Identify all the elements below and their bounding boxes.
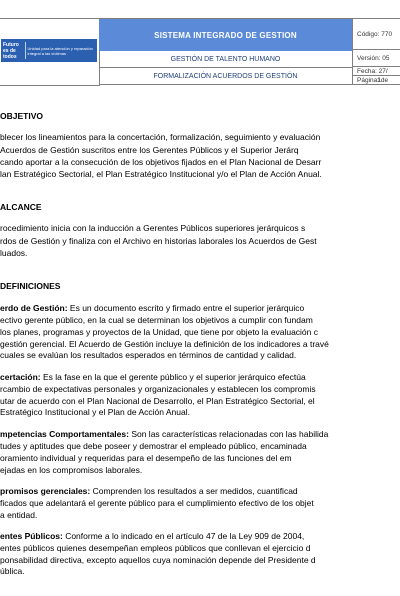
document-version: Versión: 05 bbox=[353, 51, 400, 67]
alcance-line: luados. bbox=[0, 248, 28, 258]
definition-line: gestión gerencial. El Acuerdo de Gestión incluye la definición de los indicadores a travé bbox=[0, 339, 329, 349]
definition-compromisos bbox=[0, 486, 298, 496]
heading-definiciones: DEFINICIONES bbox=[0, 281, 61, 291]
process-name: GESTIÓN DE TALENTO HUMANO bbox=[99, 51, 353, 68]
definition-acuerdo-gestion bbox=[0, 303, 304, 313]
logo-left-text: Futuro es de todos bbox=[3, 41, 19, 60]
definition-term: mpetencias Comportamentales: bbox=[0, 429, 129, 439]
definition-line: tudes y aptitudes que debe poseer y demostrar el empleado público, encaminada bbox=[0, 441, 307, 451]
definition-concertacion bbox=[0, 372, 306, 382]
objetivo-line: cando aportar a la consecución de los objetivos fijados en el Plan Nacional de Desarr bbox=[0, 157, 322, 167]
system-title: SISTEMA INTEGRADO DE GESTION bbox=[99, 18, 353, 51]
definition-text: Conforme a lo indicado en el artículo 47 de la Ley 909 de 2004, bbox=[62, 531, 305, 541]
page-indicator bbox=[353, 76, 400, 85]
definition-competencias bbox=[0, 429, 328, 439]
definition-term: promisos gerenciales: bbox=[0, 486, 91, 496]
document-code: Código: 770 bbox=[353, 18, 400, 50]
definition-line: oramiento individual y requeridas para el desempeño de las funciones del em bbox=[0, 453, 292, 463]
institution-logo bbox=[1, 39, 97, 62]
page-suffix: de bbox=[380, 76, 389, 84]
definition-text: Es un documento escrito y firmado entre el superior jerárquico bbox=[67, 303, 305, 313]
definition-line: utar de acuerdo con el Plan Nacional de Desarrollo, el Plan Estratégico Sectorial, el bbox=[0, 396, 315, 406]
definition-line: a entidad. bbox=[0, 510, 38, 520]
definition-text: Es la fase en la que el gerente público y el superior jerárquico efectúa bbox=[40, 372, 306, 382]
document-name: FORMALIZACIÓN ACUERDOS DE GESTIÓN bbox=[99, 68, 353, 85]
objetivo-line: blecer los lineamientos para la concertación, formalización, seguimiento y evaluación bbox=[0, 132, 321, 142]
alcance-line: rdos de Gestión y finaliza con el Archivo en historias laborales los Acuerdos de Gest bbox=[0, 236, 317, 246]
definition-term: entes Públicos: bbox=[0, 531, 63, 541]
definition-term: erdo de Gestión: bbox=[0, 303, 68, 313]
page-number: 1 bbox=[377, 76, 381, 84]
page-prefix: Página bbox=[357, 76, 378, 84]
definition-line: los planes, programas y proyectos de la Unidad, que tiene por objeto la evaluación c bbox=[0, 327, 318, 337]
definition-line: cuales se evalúan los resultados esperados en términos de cantidad y calidad. bbox=[0, 350, 297, 360]
definition-line: rcambio de expectativas personales y organizacionales y establecen los compromis bbox=[0, 384, 316, 394]
definition-line: ponsabilidad directiva, excepto aquellos cuya nominación depende del Presidente d bbox=[0, 555, 316, 565]
definition-line: ficados que adelantará el gerente público para el cumplimiento efectivo de los objet bbox=[0, 498, 314, 508]
definition-text: Son las características relacionadas con las habilida bbox=[128, 429, 329, 439]
definition-gerentes bbox=[0, 531, 304, 541]
document-header bbox=[0, 18, 400, 86]
heading-objetivo: OBJETIVO bbox=[0, 111, 43, 121]
objetivo-line: lan Estratégico Sectorial, el Plan Estratégico Institucional y/o el Plan de Acción Anual. bbox=[0, 169, 322, 179]
definition-line: Estratégico Institucional y el Plan de Acción Anual. bbox=[0, 407, 190, 417]
definition-line: entes públicos quienes desempeñan empleos públicos que conllevan el ejercicio d bbox=[0, 543, 311, 553]
document-date: Fecha: 27/ bbox=[353, 68, 400, 76]
definition-term: certación: bbox=[0, 372, 41, 382]
logo-divider bbox=[25, 42, 26, 59]
objetivo-line: Acuerdos de Gestión suscritos entre los Gerentes Públicos y el Superior Jerárq bbox=[0, 145, 299, 155]
definition-text: Comprenden los resultados a ser medidos, cuantificad bbox=[90, 486, 298, 496]
logo-right-text: Unidad para la atención y reparación integral a las víctimas bbox=[27, 45, 93, 56]
definition-line: ejadas en los compromisos laborales. bbox=[0, 465, 143, 475]
alcance-line: rocedimiento inicia con la inducción a Gerentes Públicos superiores jerárquicos s bbox=[0, 223, 306, 233]
logo-cell bbox=[0, 18, 100, 86]
definition-line: ectivo gerente público, en la cual se determinan los objetivos a cumplir con fundam bbox=[0, 315, 313, 325]
heading-alcance: ALCANCE bbox=[0, 202, 42, 212]
definition-line: ública. bbox=[0, 566, 25, 576]
